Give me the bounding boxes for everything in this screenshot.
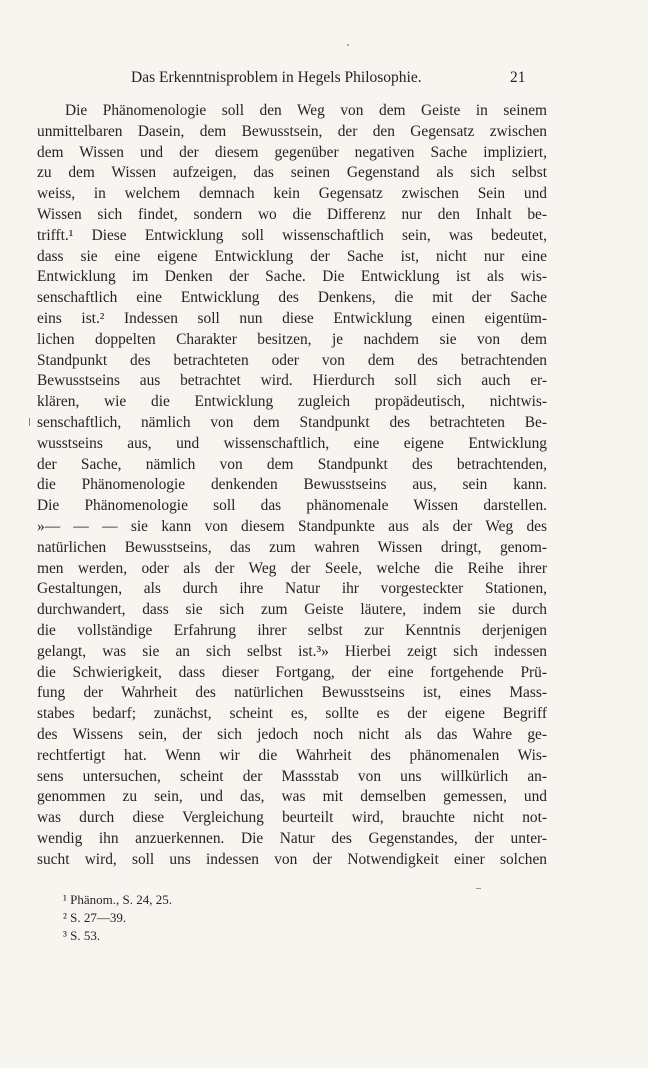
text-line: Wissen sich findet, sondern wo die Differenz nur den Inhalt be- bbox=[37, 205, 547, 223]
footnote-2: ² S. 27—39. bbox=[63, 910, 127, 925]
footnotes bbox=[37, 891, 337, 945]
text-line: Gestaltungen, als durch ihre Natur ihr vorgesteckter Stationen, bbox=[37, 580, 547, 598]
text-line: gelangt, was sie an sich selbst ist.³» Hierbei zeigt sich indessen bbox=[37, 642, 547, 660]
print-speck bbox=[347, 44, 349, 46]
text-line: Entwicklung im Denken der Sache. Die Entwicklung ist als wis- bbox=[37, 268, 547, 286]
page-number: 21 bbox=[510, 69, 526, 86]
text-line: unmittelbaren Dasein, dem Bewusstsein, der den Gegensatz zwischen bbox=[37, 122, 547, 140]
footnote-1: ¹ Phänom., S. 24, 25. bbox=[63, 892, 172, 907]
text-line: was durch diese Vergleichung beurteilt wird, brauchte nicht not- bbox=[37, 809, 547, 827]
text-line: wendig ihn anzuerkennen. Die Natur des Gegenstandes, der unter- bbox=[37, 829, 547, 847]
text-line: zu dem Wissen aufzeigen, das seinen Gegenstand als sich selbst bbox=[37, 164, 547, 182]
text-line: stabes bedarf; zunächst, scheint es, sollte es der eigene Begriff bbox=[37, 705, 547, 723]
text-line: des Wissens sein, der sich jedoch noch nicht als das Wahre ge- bbox=[37, 725, 547, 743]
text-line: natürlichen Bewusstseins, das zum wahren Wissen dringt, genom- bbox=[37, 538, 547, 556]
text-line: Die Phänomenologie soll den Weg von dem Geiste in seinem bbox=[65, 102, 547, 119]
body-text bbox=[37, 101, 547, 870]
margin-mark bbox=[29, 418, 30, 426]
running-title: Das Erkenntnisproblem in Hegels Philosophie. bbox=[131, 69, 422, 86]
text-line: durchwandert, dass sie sich zum Geiste läutere, indem sie durch bbox=[37, 601, 547, 619]
footnote-3: ³ S. 53. bbox=[63, 928, 101, 943]
text-line: eins ist.² Indessen soll nun diese Entwicklung einen eigentüm- bbox=[37, 309, 547, 327]
text-line: »— — — sie kann von diesem Standpunkte aus als der Weg des bbox=[37, 517, 547, 535]
text-line: Die Phänomenologie soll das phänomenale Wissen darstellen. bbox=[37, 497, 547, 515]
text-line: klären, wie die Entwicklung zugleich propädeutisch, nichtwis- bbox=[37, 393, 547, 411]
text-line: men werden, oder als der Weg der Seele, welche die Reihe ihrer bbox=[37, 559, 547, 577]
page-header bbox=[0, 69, 648, 91]
text-line: wusstseins aus, und wissenschaftlich, eine eigene Entwicklung bbox=[37, 434, 547, 452]
text-line: lichen doppelten Charakter besitzen, je nachdem sie von dem bbox=[37, 330, 547, 348]
text-line: senschaftlich eine Entwicklung des Denkens, die mit der Sache bbox=[37, 289, 547, 307]
text-line: der Sache, nämlich von dem Standpunkt des betrachtenden, bbox=[37, 455, 547, 473]
text-line: dem Wissen und der diesem gegenüber negativen Sache impliziert, bbox=[37, 143, 547, 161]
text-line: rechtfertigt hat. Wenn wir die Wahrheit des phänomenalen Wis- bbox=[37, 746, 547, 764]
text-line: die Phänomenologie denkenden Bewusstseins aus, sein kann. bbox=[37, 476, 547, 494]
text-line: Bewusstseins aus betrachtet wird. Hierdurch soll sich auch er- bbox=[37, 372, 547, 390]
text-line: genommen zu sein, und das, was mit demselben gemessen, und bbox=[37, 788, 547, 806]
text-line: fung der Wahrheit des natürlichen Bewusstseins ist, eines Mass- bbox=[37, 684, 547, 702]
text-line: dass sie eine eigene Entwicklung der Sache ist, nicht nur eine bbox=[37, 247, 547, 265]
text-line: sens untersuchen, scheint der Massstab von uns willkürlich an- bbox=[37, 767, 547, 785]
text-line: weiss, in welchem demnach kein Gegensatz zwischen Sein und bbox=[37, 185, 547, 203]
text-line: die vollständige Erfahrung ihrer selbst zur Kenntnis derjenigen bbox=[37, 621, 547, 639]
text-line: die Schwierigkeit, dass dieser Fortgang, der eine fortgehende Prü- bbox=[37, 663, 547, 681]
text-line: Standpunkt des betrachteten oder von dem des betrachtenden bbox=[37, 351, 547, 369]
print-dash bbox=[476, 888, 481, 889]
text-line: senschaftlich, nämlich von dem Standpunkt des betrachteten Be- bbox=[37, 413, 547, 431]
text-line: sucht wird, soll uns indessen von der Notwendigkeit einer solchen bbox=[37, 850, 547, 868]
text-line: trifft.¹ Diese Entwicklung soll wissenschaftlich sein, was bedeutet, bbox=[37, 226, 547, 244]
